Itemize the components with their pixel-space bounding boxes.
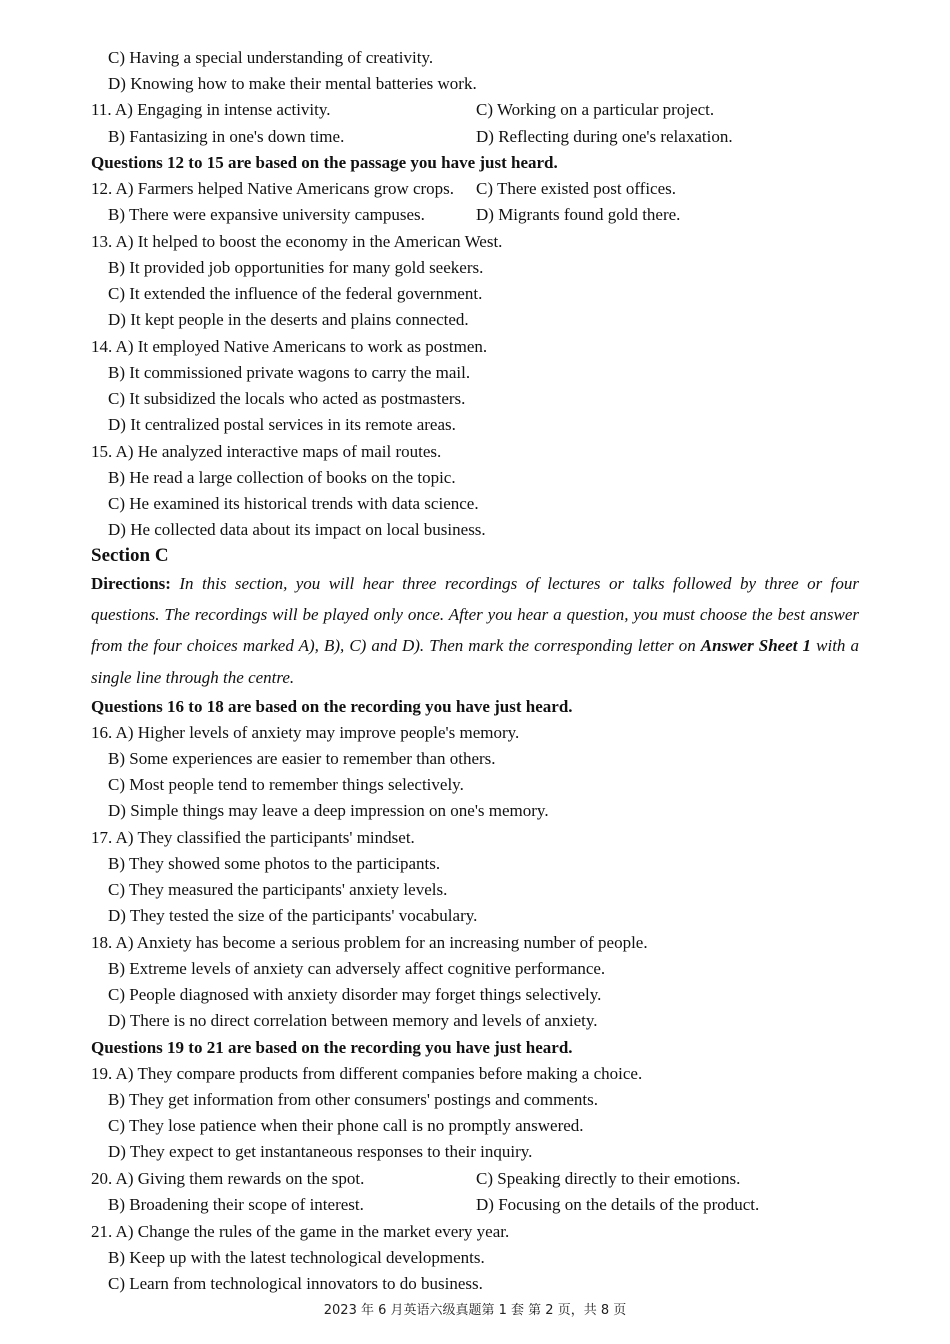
- option-14c: C) It subsidized the locals who acted as postmasters.: [108, 389, 466, 408]
- option-19c: C) They lose patience when their phone call is no promptly answered.: [108, 1116, 584, 1135]
- question-13-option-a: 13. A) It helped to boost the economy in the American West.: [91, 232, 503, 251]
- option-19d: D) They expect to get instantaneous responses to their inquiry.: [108, 1142, 533, 1161]
- option-20b: B) Broadening their scope of interest.: [108, 1195, 364, 1214]
- option-21c: C) Learn from technological innovators to do business.: [108, 1274, 483, 1293]
- option-17d: D) They tested the size of the participants' vocabulary.: [108, 906, 478, 925]
- question-15-option-a: 15. A) He analyzed interactive maps of mail routes.: [91, 442, 442, 461]
- directions-label: Directions:: [91, 574, 171, 593]
- option-10c: C) Having a special understanding of creativity.: [108, 48, 434, 67]
- option-13b: B) It provided job opportunities for many gold seekers.: [108, 258, 484, 277]
- question-16-option-a: 16. A) Higher levels of anxiety may improve people's memory.: [91, 723, 520, 742]
- directions-text-end: with a single line through the centre.: [91, 636, 859, 687]
- question-14-option-a: 14. A) It employed Native Americans to work as postmen.: [91, 337, 488, 356]
- option-16c: C) Most people tend to remember things selectively.: [108, 775, 464, 794]
- option-10d: D) Knowing how to make their mental batteries work.: [108, 74, 477, 93]
- answer-sheet-ref: Answer Sheet 1: [700, 636, 812, 656]
- option-18d: D) There is no direct correlation between memory and levels of anxiety.: [108, 1011, 598, 1030]
- option-16b: B) Some experiences are easier to remember than others.: [108, 749, 496, 768]
- option-15d: D) He collected data about its impact on local business.: [108, 520, 486, 539]
- option-13d: D) It kept people in the deserts and plains connected.: [108, 310, 469, 329]
- question-19-option-a: 19. A) They compare products from different companies before making a choice.: [91, 1064, 643, 1083]
- question-21-option-a: 21. A) Change the rules of the game in the market every year.: [91, 1222, 510, 1241]
- option-20c: C) Speaking directly to their emotions.: [476, 1169, 741, 1188]
- option-12c: C) There existed post offices.: [476, 179, 677, 198]
- question-group-heading: Questions 19 to 21 are based on the recording you have just heard.: [91, 1038, 573, 1057]
- option-12d: D) Migrants found gold there.: [476, 205, 681, 224]
- option-14b: B) It commissioned private wagons to carry the mail.: [108, 363, 471, 382]
- option-19b: B) They get information from other consumers' postings and comments.: [108, 1090, 598, 1109]
- section-heading: Section C: [91, 545, 169, 566]
- option-13c: C) It extended the influence of the federal government.: [108, 284, 483, 303]
- option-11c: C) Working on a particular project.: [476, 100, 715, 119]
- directions-text: In this section, you will hear three recordings of lectures or talks followed by three or four questions. The recordings will be played only once. After you hear a question, you must choose the best answer from the four choices marked A), B), C) and D). Then mark the corresponding letter on: [91, 574, 859, 656]
- option-14d: D) It centralized postal services in its remote areas.: [108, 415, 456, 434]
- option-15c: C) He examined its historical trends with data science.: [108, 494, 479, 513]
- option-20d: D) Focusing on the details of the product.: [476, 1195, 760, 1214]
- option-12b: B) There were expansive university campuses.: [108, 205, 425, 224]
- option-16d: D) Simple things may leave a deep impression on one's memory.: [108, 801, 549, 820]
- option-15b: B) He read a large collection of books on the topic.: [108, 468, 456, 487]
- question-group-heading: Questions 16 to 18 are based on the recording you have just heard.: [91, 697, 573, 716]
- question-18-option-a: 18. A) Anxiety has become a serious problem for an increasing number of people.: [91, 933, 648, 952]
- page-footer: 2023 年 6 月英语六级真题第 1 套 第 2 页，共 8 页: [323, 1303, 627, 1318]
- option-18c: C) People diagnosed with anxiety disorder may forget things selectively.: [108, 985, 602, 1004]
- option-11b: B) Fantasizing in one's down time.: [108, 127, 345, 146]
- option-18b: B) Extreme levels of anxiety can adversely affect cognitive performance.: [108, 959, 606, 978]
- question-17-option-a: 17. A) They classified the participants' mindset.: [91, 828, 415, 847]
- option-11d: D) Reflecting during one's relaxation.: [476, 127, 733, 146]
- option-17c: C) They measured the participants' anxiety levels.: [108, 880, 448, 899]
- question-group-heading: Questions 12 to 15 are based on the passage you have just heard.: [91, 153, 558, 172]
- question-12-option-a: 12. A) Farmers helped Native Americans grow crops.: [91, 179, 455, 198]
- question-20-option-a: 20. A) Giving them rewards on the spot.: [91, 1169, 365, 1188]
- option-17b: B) They showed some photos to the participants.: [108, 854, 441, 873]
- question-11-option-a: 11. A) Engaging in intense activity.: [91, 100, 331, 119]
- option-21b: B) Keep up with the latest technological developments.: [108, 1248, 485, 1267]
- directions-paragraph: [91, 568, 859, 693]
